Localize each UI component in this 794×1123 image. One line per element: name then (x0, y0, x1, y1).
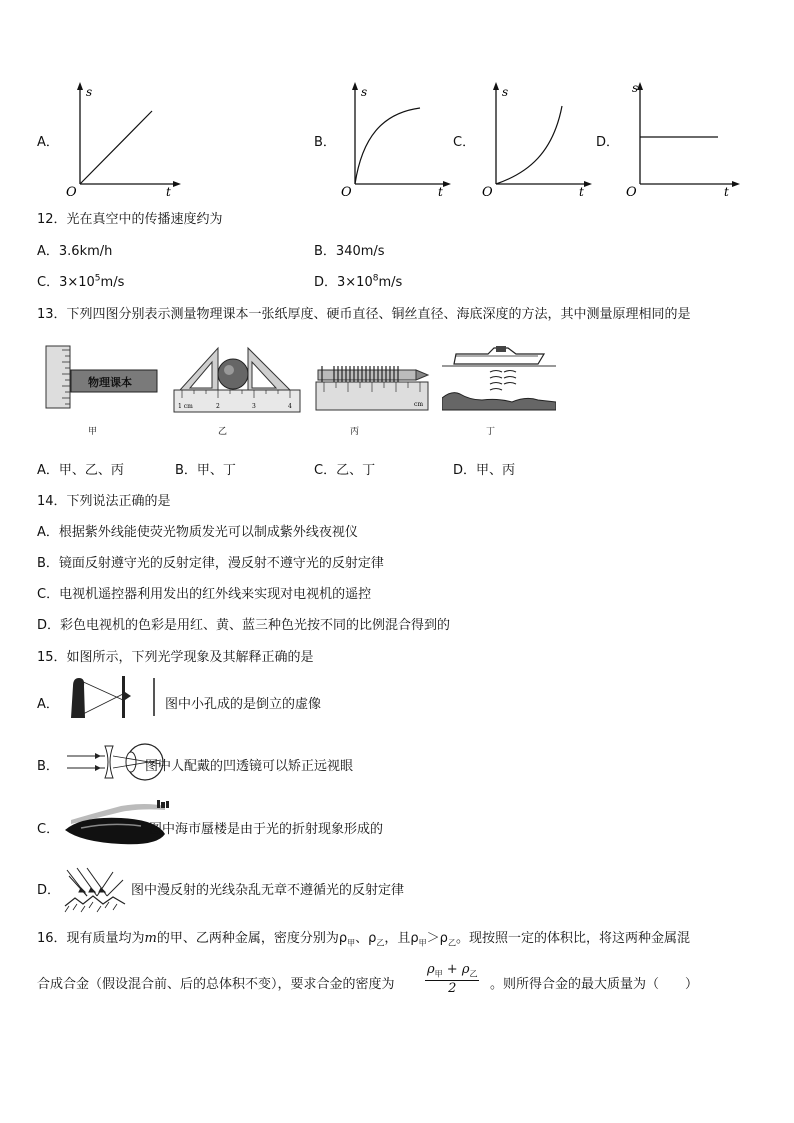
q13-figure-bing (314, 352, 432, 414)
q13-option-a[interactable]: A．甲、乙、丙 (37, 463, 124, 478)
q16-density-fraction: $\rho_甲 + \rho_乙$ 2 (427, 962, 478, 996)
svg-text:s: s (86, 85, 93, 99)
q16-line2-end: 。则所得合金的最大质量为（ ） (490, 977, 699, 992)
q15-option-b-label: B． (37, 759, 59, 774)
diffuse-reflection-figure (63, 866, 133, 914)
q11-graph-a (62, 78, 182, 198)
q13-caption-ding: 丁 (486, 427, 496, 437)
q15-stem: 15．如图所示，下列光学现象及其解释正确的是 (37, 650, 314, 665)
q15-option-b[interactable] (37, 742, 437, 782)
q16-mass-symbol: m (144, 931, 157, 946)
q12-d-exponent: 8 (372, 273, 379, 284)
q11-option-b-label: B． (314, 135, 336, 150)
svg-text:O: O (341, 185, 352, 198)
q16-line1: 16．现有质量均为m的甲、乙两种金属，密度分别为$\rho_甲$、$\rho_乙$，且$\rho_甲>\rho_乙$。现按照一定的体积比，将这两种金属混 (37, 931, 690, 948)
q15-option-a-label: A． (37, 697, 59, 712)
q12-option-d[interactable] (314, 271, 402, 290)
q13-figure-jia (44, 342, 160, 412)
svg-text:s: s (632, 81, 639, 95)
q15-option-c-text: 图中海市蜃楼是由于光的折射现象形成的 (149, 822, 384, 837)
svg-text:O: O (482, 185, 493, 198)
q14-option-b[interactable]: B．镜面反射遵守光的反射定律，漫反射不遵守光的反射定律 (37, 556, 384, 571)
q15-option-d[interactable] (37, 866, 457, 914)
q13-caption-bing: 丙 (350, 427, 360, 437)
q12-d-suffix: m/s (378, 275, 403, 290)
q11-graph-c (478, 78, 598, 198)
q13-option-b[interactable]: B．甲、丁 (175, 463, 236, 478)
q15-option-a-text: 图中小孔成的是倒立的虚像 (165, 697, 322, 712)
q12-c-exponent: 5 (94, 273, 101, 284)
q11-option-d-label: D． (596, 135, 620, 150)
q14-option-a[interactable]: A．根据紫外线能使荧光物质发光可以制成紫外线夜视仪 (37, 525, 358, 540)
q15-option-c-label: C． (37, 822, 60, 837)
q12-c-prefix: C．3×10 (37, 275, 95, 290)
q11-graph-d (622, 78, 744, 198)
q12-d-prefix: D．3×10 (314, 275, 373, 290)
q12-option-b[interactable]: B．340m/s (314, 244, 385, 259)
svg-text:O: O (626, 185, 637, 198)
q13-stem: 13．下列四图分别表示测量物理课本一张纸厚度、硬币直径、铜丝直径、海底深度的方法，其中测量原理相同的是 (37, 307, 691, 322)
q13-ruler-tick-3: 3 (252, 403, 256, 410)
q12-option-a[interactable]: A．3.6km/h (37, 244, 113, 259)
q11-graph-b (337, 78, 457, 198)
q11-option-c-label: C． (453, 135, 476, 150)
q15-option-c[interactable] (37, 800, 457, 850)
q13-figure-yi (172, 342, 302, 414)
q12-c-suffix: m/s (100, 275, 125, 290)
q14-stem: 14．下列说法正确的是 (37, 494, 171, 509)
q11-option-a-label: A． (37, 135, 59, 150)
q15-option-a[interactable] (37, 672, 437, 722)
q13-ruler-tick-2: 2 (216, 403, 220, 410)
q12-option-c[interactable] (37, 271, 124, 290)
svg-text:s: s (502, 85, 509, 99)
pinhole-figure (65, 672, 161, 722)
q15-option-d-text: 图中漫反射的光线杂乱无章不遵循光的反射定律 (131, 883, 405, 898)
q14-option-d[interactable]: D．彩色电视机的色彩是用红、黄、蓝三种色光按不同的比例混合得到的 (37, 618, 451, 633)
q13-figure-ding (442, 340, 556, 414)
svg-text:O: O (66, 185, 77, 198)
svg-text:t: t (438, 185, 443, 198)
q13-ruler-tick-1: 1 cm (178, 403, 193, 410)
q13-caption-yi: 乙 (218, 427, 228, 437)
q13-book-label: 物理课本 (88, 376, 132, 389)
q12-stem: 12．光在真空中的传播速度约为 (37, 212, 223, 227)
q14-option-c[interactable]: C．电视机遥控器利用发出的红外线来实现对电视机的遥控 (37, 587, 372, 602)
svg-text:t: t (579, 185, 584, 198)
q15-option-b-text: 图中人配戴的凹透镜可以矫正远视眼 (145, 759, 354, 774)
q13-ruler3-unit: cm (414, 401, 424, 408)
svg-text:t: t (166, 185, 171, 198)
svg-text:s: s (361, 85, 368, 99)
q13-option-d[interactable]: D．甲、丙 (453, 463, 516, 478)
svg-text:t: t (724, 185, 729, 198)
q15-option-d-label: D． (37, 883, 61, 898)
q13-caption-jia: 甲 (88, 427, 98, 437)
q16-line2-text: 合成合金（假设混合前、后的总体积不变），要求合金的密度为 (37, 977, 395, 992)
q13-ruler-tick-4: 4 (288, 403, 292, 410)
q13-option-c[interactable]: C．乙、丁 (314, 463, 376, 478)
